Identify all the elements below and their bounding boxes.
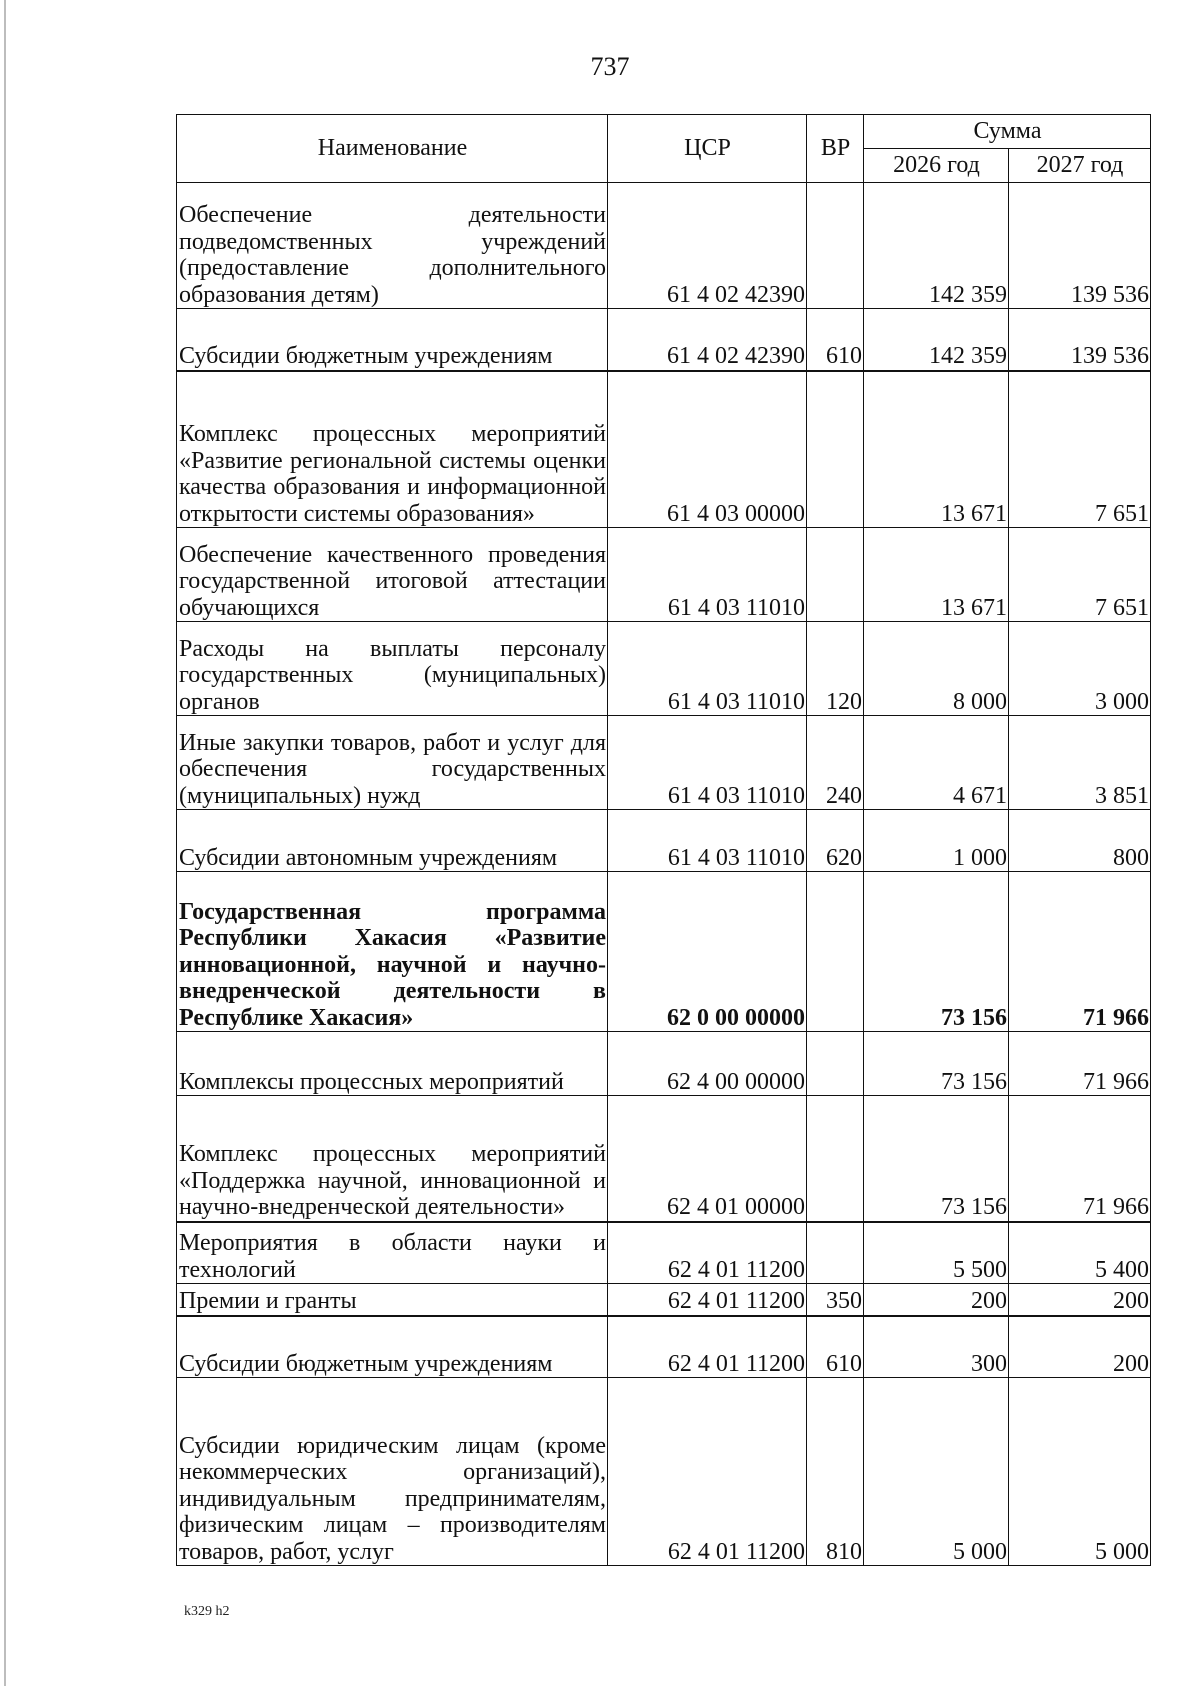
row-vr: 610 xyxy=(807,1316,864,1378)
row-csr: 61 4 03 11010 xyxy=(608,528,807,622)
row-csr: 62 4 00 00000 xyxy=(608,1032,807,1096)
row-sum-2027: 7 651 xyxy=(1009,371,1151,528)
table-row xyxy=(177,810,1151,872)
row-name: Обеспечение качественного проведения государственной итоговой аттестации обучающихся xyxy=(177,528,608,622)
row-sum-2027: 71 966 xyxy=(1009,872,1151,1032)
document-code: k329 h2 xyxy=(184,1604,230,1619)
row-sum-2027: 139 536 xyxy=(1009,183,1151,309)
header-vr: ВР xyxy=(807,115,864,183)
header-sum: Сумма xyxy=(864,115,1151,149)
row-name: Комплекс процессных мероприятий «Развитие региональной системы оценки качества образования и информационной открытости системы образования» xyxy=(177,371,608,528)
row-vr xyxy=(807,1096,864,1222)
header-year-2026: 2026 год xyxy=(864,149,1009,183)
page-number: 737 xyxy=(590,52,630,81)
table-row xyxy=(177,1316,1151,1378)
row-csr: 61 4 03 11010 xyxy=(608,810,807,872)
row-name: Субсидии юридическим лицам (кроме некоммерческих организаций), индивидуальным предпринимателям, физическим лицам – производителям товаров, работ, услуг xyxy=(177,1378,608,1566)
row-sum-2026: 4 671 xyxy=(864,716,1009,810)
row-name: Комплекс процессных мероприятий «Поддержка научной, инновационной и научно-внедренческой деятельности» xyxy=(177,1096,608,1222)
table-row xyxy=(177,872,1151,1032)
page-left-edge xyxy=(4,0,6,1686)
table-header xyxy=(177,115,1151,183)
row-name: Обеспечение деятельности подведомственных учреждений (предоставление дополнительного образования детям) xyxy=(177,183,608,309)
row-sum-2026: 200 xyxy=(864,1284,1009,1316)
row-csr: 61 4 02 42390 xyxy=(608,183,807,309)
row-name: Иные закупки товаров, работ и услуг для обеспечения государственных (муниципальных) нужд xyxy=(177,716,608,810)
table-row xyxy=(177,1378,1151,1566)
header-year-2027: 2027 год xyxy=(1009,149,1151,183)
row-sum-2026: 8 000 xyxy=(864,622,1009,716)
row-vr xyxy=(807,872,864,1032)
row-sum-2026: 73 156 xyxy=(864,1096,1009,1222)
row-sum-2027: 3 851 xyxy=(1009,716,1151,810)
row-sum-2027: 200 xyxy=(1009,1316,1151,1378)
row-csr: 61 4 03 11010 xyxy=(608,622,807,716)
row-name: Мероприятия в области науки и технологий xyxy=(177,1222,608,1284)
row-name: Расходы на выплаты персоналу государственных (муниципальных) органов xyxy=(177,622,608,716)
row-vr: 240 xyxy=(807,716,864,810)
row-vr xyxy=(807,528,864,622)
row-vr xyxy=(807,183,864,309)
row-csr: 62 4 01 11200 xyxy=(608,1222,807,1284)
row-sum-2026: 1 000 xyxy=(864,810,1009,872)
table-row xyxy=(177,309,1151,371)
row-sum-2027: 5 000 xyxy=(1009,1378,1151,1566)
row-sum-2027: 71 966 xyxy=(1009,1032,1151,1096)
row-sum-2027: 71 966 xyxy=(1009,1096,1151,1222)
table-row xyxy=(177,1096,1151,1222)
row-name: Субсидии автономным учреждениям xyxy=(177,810,608,872)
row-vr: 620 xyxy=(807,810,864,872)
row-csr: 61 4 02 42390 xyxy=(608,309,807,371)
row-sum-2027: 3 000 xyxy=(1009,622,1151,716)
table-row xyxy=(177,622,1151,716)
row-sum-2026: 13 671 xyxy=(864,371,1009,528)
row-sum-2027: 139 536 xyxy=(1009,309,1151,371)
row-sum-2027: 800 xyxy=(1009,810,1151,872)
row-sum-2026: 142 359 xyxy=(864,183,1009,309)
row-csr: 62 4 01 11200 xyxy=(608,1284,807,1316)
row-sum-2026: 73 156 xyxy=(864,1032,1009,1096)
row-sum-2027: 7 651 xyxy=(1009,528,1151,622)
row-vr: 610 xyxy=(807,309,864,371)
row-csr: 62 4 01 00000 xyxy=(608,1096,807,1222)
table-row xyxy=(177,371,1151,528)
row-vr: 350 xyxy=(807,1284,864,1316)
row-sum-2026: 13 671 xyxy=(864,528,1009,622)
table-row xyxy=(177,1032,1151,1096)
row-csr: 61 4 03 00000 xyxy=(608,371,807,528)
row-vr: 810 xyxy=(807,1378,864,1566)
table-row xyxy=(177,1284,1151,1316)
table-row xyxy=(177,528,1151,622)
row-sum-2027: 200 xyxy=(1009,1284,1151,1316)
row-csr: 62 4 01 11200 xyxy=(608,1378,807,1566)
row-sum-2027: 5 400 xyxy=(1009,1222,1151,1284)
table-row xyxy=(177,1222,1151,1284)
row-vr xyxy=(807,1032,864,1096)
row-csr: 62 4 01 11200 xyxy=(608,1316,807,1378)
table-row xyxy=(177,183,1151,309)
row-name: Субсидии бюджетным учреждениям xyxy=(177,309,608,371)
table-body xyxy=(177,183,1151,1566)
header-csr: ЦСР xyxy=(608,115,807,183)
row-sum-2026: 5 500 xyxy=(864,1222,1009,1284)
row-vr xyxy=(807,371,864,528)
row-sum-2026: 142 359 xyxy=(864,309,1009,371)
row-name: Комплексы процессных мероприятий xyxy=(177,1032,608,1096)
row-sum-2026: 300 xyxy=(864,1316,1009,1378)
row-sum-2026: 73 156 xyxy=(864,872,1009,1032)
row-vr xyxy=(807,1222,864,1284)
row-name: Премии и гранты xyxy=(177,1284,608,1316)
row-csr: 62 0 00 00000 xyxy=(608,872,807,1032)
row-name: Субсидии бюджетным учреждениям xyxy=(177,1316,608,1378)
row-vr: 120 xyxy=(807,622,864,716)
table-row xyxy=(177,716,1151,810)
budget-table xyxy=(176,114,1151,1566)
row-csr: 61 4 03 11010 xyxy=(608,716,807,810)
header-name: Наименование xyxy=(177,115,608,183)
row-name: Государственная программа Республики Хакасия «Развитие инновационной, научной и научно-внедренческой деятельности в Республике Хакасия» xyxy=(177,872,608,1032)
row-sum-2026: 5 000 xyxy=(864,1378,1009,1566)
